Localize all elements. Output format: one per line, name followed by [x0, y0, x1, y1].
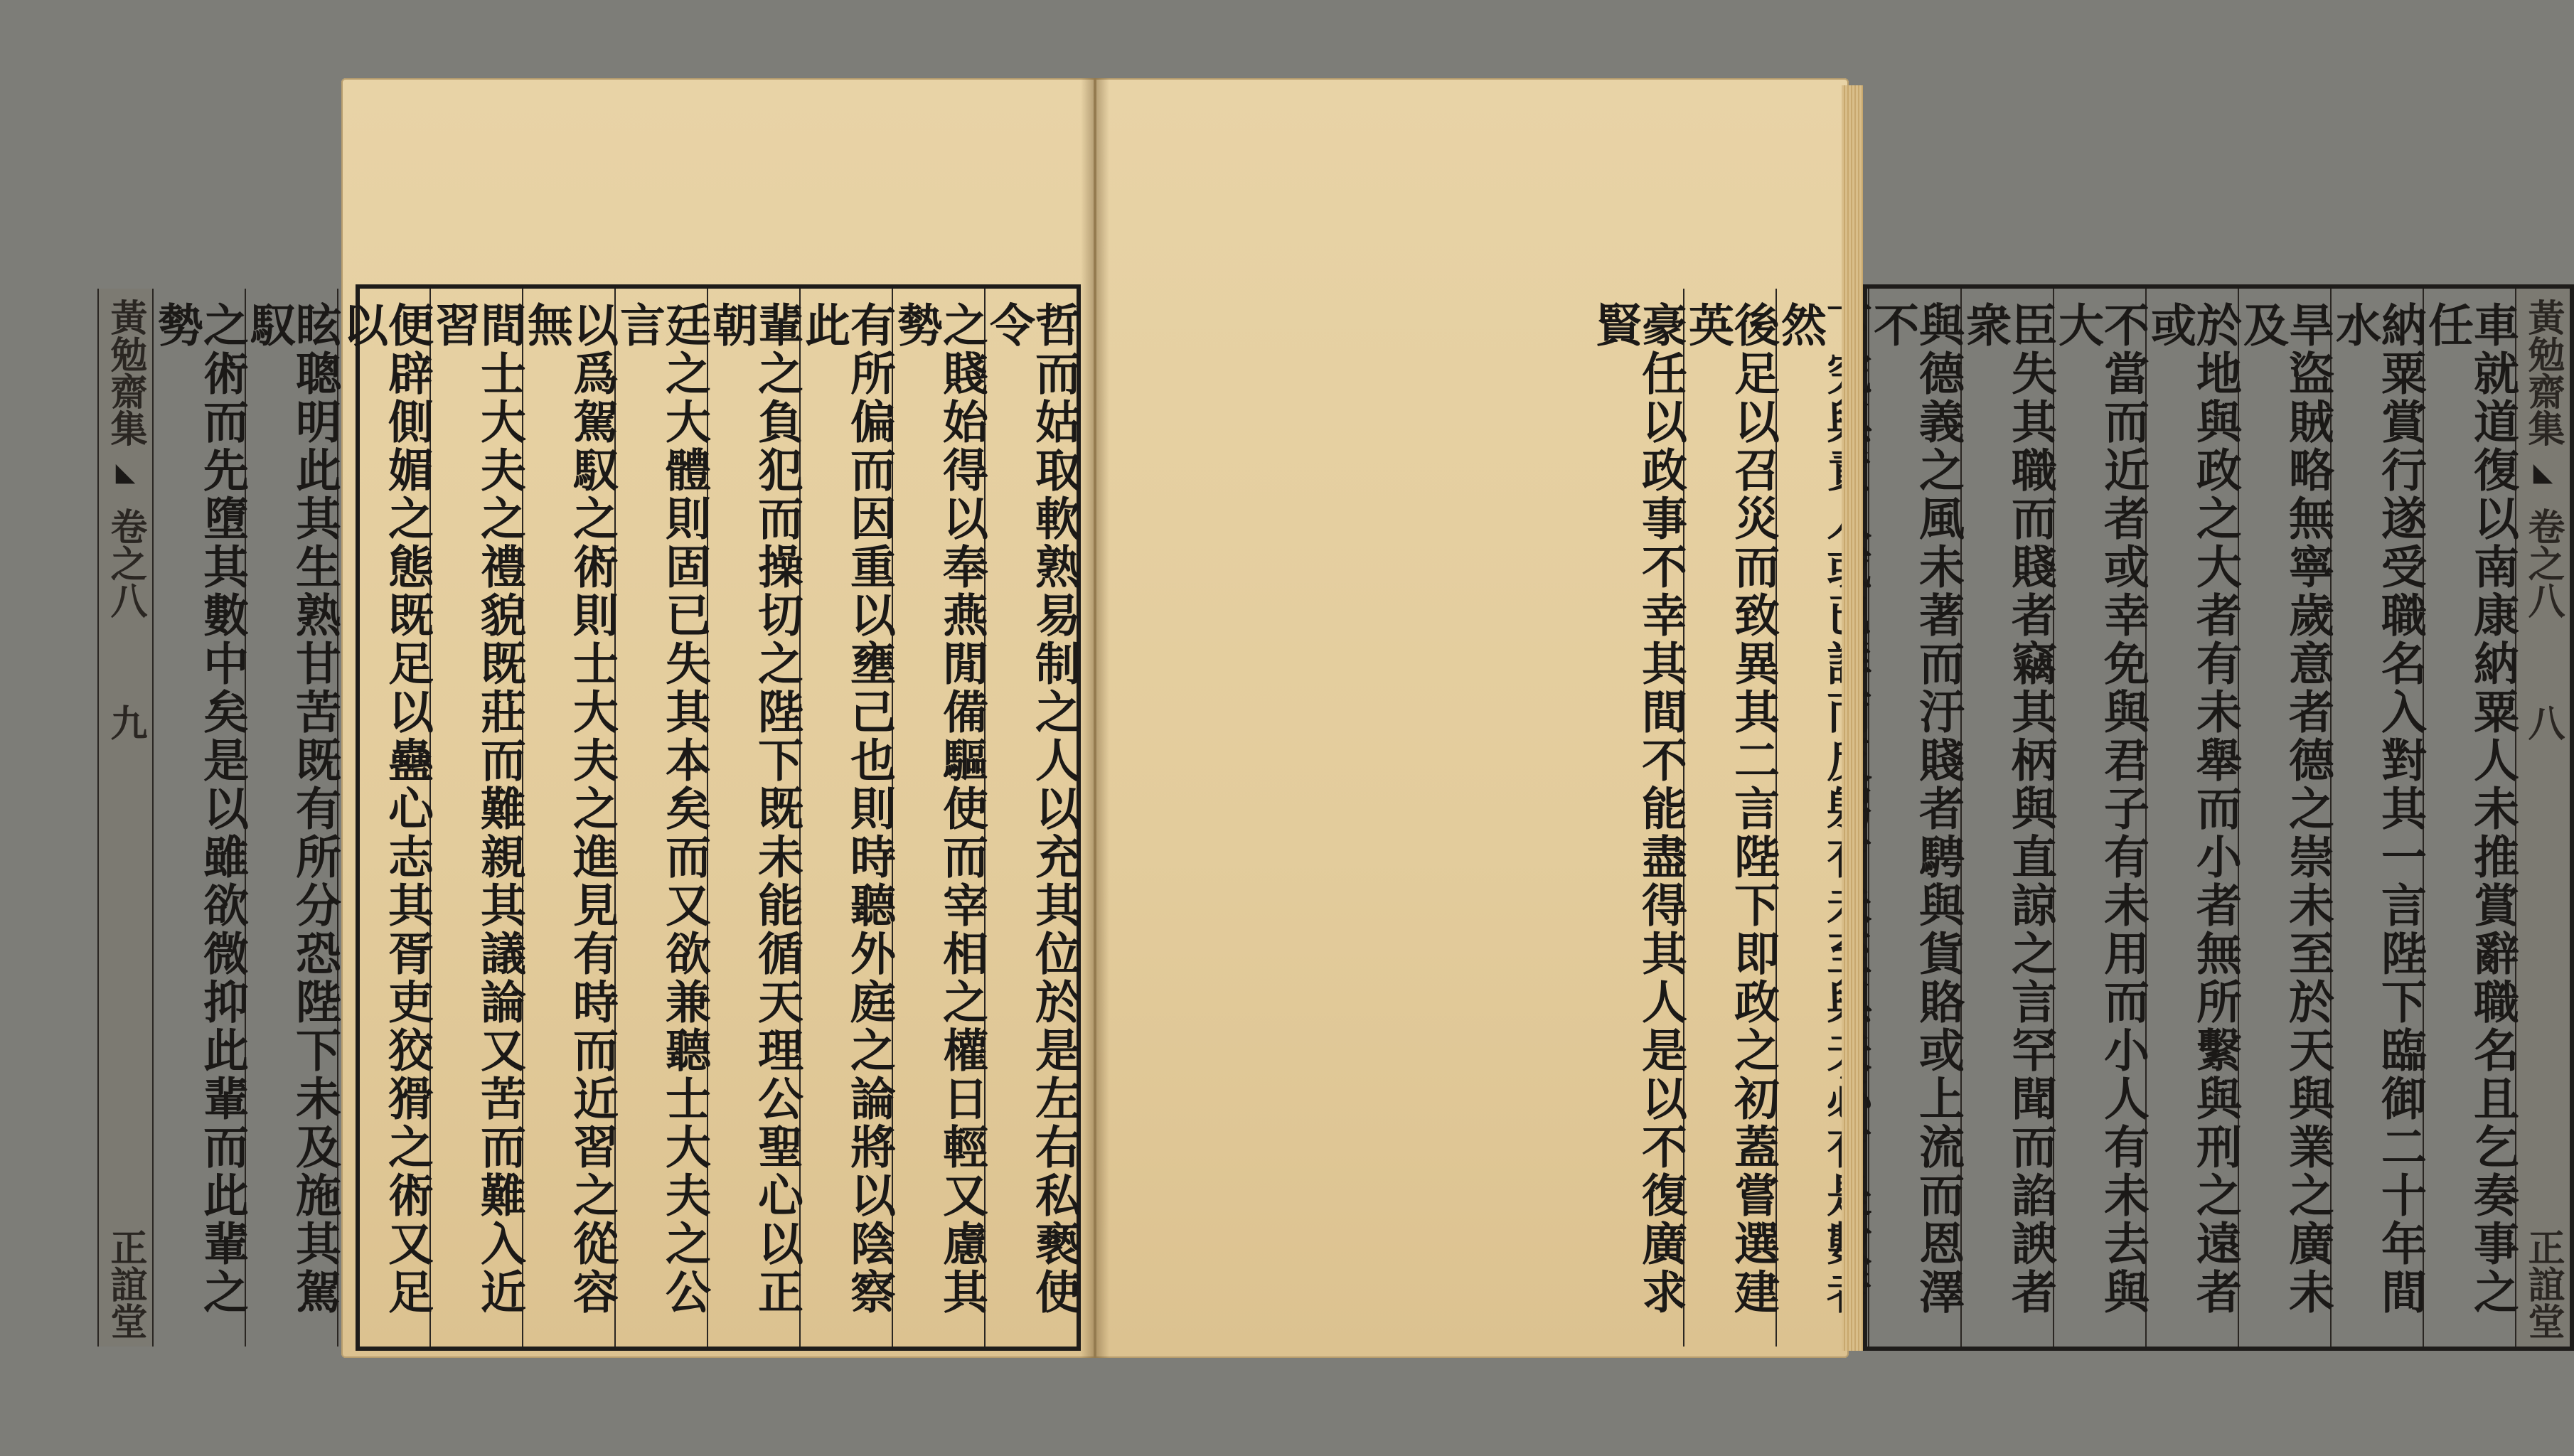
- text-column: [2420, 289, 2519, 1347]
- column-text: 然: [1773, 301, 1827, 350]
- text-column: [335, 289, 434, 1347]
- text-column: [2236, 289, 2334, 1347]
- column-text: 於地與政之大者有未舉而小者無所繫與刑之遠者或: [2143, 301, 2242, 1317]
- volume-label: 卷之八: [2521, 508, 2565, 619]
- column-text: 廷之大體則固已失其本矣而又欲兼聽士大夫之公言: [612, 301, 711, 1317]
- text-column: [520, 289, 619, 1347]
- text-column: [427, 289, 526, 1347]
- open-book: [104, 78, 2565, 1358]
- column-text: 便辟側媚之態既足以蠱心志其胥吏狡猾之術又足以: [335, 301, 434, 1317]
- column-text: 不當而近者或幸免與君子有未用而小人有未去與大: [2051, 301, 2150, 1317]
- banxin-margin: [97, 289, 152, 1347]
- column-text: 臣失其職而賤者竊其柄與直諒之言罕聞而諂諛者衆: [1958, 301, 2057, 1317]
- banxin-margin: [2515, 289, 2570, 1347]
- right-text-frame: [1588, 284, 2574, 1351]
- column-text: 有所偏而因重以壅己也則時聽外庭之論將以陰察此: [797, 301, 896, 1317]
- text-column: [1681, 289, 1780, 1347]
- text-column: [2143, 289, 2242, 1347]
- fish-tail-mark-icon: ◣: [115, 457, 136, 487]
- book-title: 黃勉齋集: [104, 299, 147, 446]
- column-text: 車就道復以南康納粟人未推賞辭職名且乞奏事之任: [2420, 301, 2519, 1317]
- left-text-frame: [104, 284, 1081, 1351]
- text-column: [2328, 289, 2427, 1347]
- text-column: [890, 289, 988, 1347]
- column-text: 間士大夫之禮貌既莊而難親其議論又苦而難入近習: [427, 301, 526, 1317]
- column-text: 後足以召災而致異其二言陛下即政之初蓋嘗選建英: [1681, 301, 1780, 1317]
- column-text: 與德義之風未著而汙賤者騁與貨賂或上流而恩澤不: [1866, 301, 1965, 1317]
- text-column: [797, 289, 896, 1347]
- text-column: [1958, 289, 2057, 1347]
- column-text: 哲而姑取軟熟易制之人以充其位於是左右私褻使令: [982, 301, 1081, 1317]
- column-text: 納粟賞行遂受職名入對其一言陛下臨御二十年間水: [2328, 301, 2427, 1317]
- fish-tail-mark-icon: ◣: [2533, 457, 2553, 487]
- publisher-name: 正誼堂: [104, 1228, 147, 1339]
- column-text: 豪任以政事不幸其間不能盡得其人是以不復廣求賢: [1588, 301, 1687, 1317]
- right-page: [1095, 78, 2565, 1358]
- text-column: [612, 289, 711, 1347]
- text-column: [705, 289, 803, 1347]
- column-text: 旱盜賊略無寧歲意者德之崇未至於天與業之廣未及: [2236, 301, 2334, 1317]
- text-column: [150, 289, 249, 1347]
- text-column: [1866, 289, 1965, 1347]
- column-text: 眩聰明此其生熟甘苦既有所分恐陛下未及施其駕馭: [242, 301, 341, 1317]
- page-number: 八: [2521, 704, 2565, 741]
- text-column: [1588, 289, 1687, 1347]
- column-text: 之賤始得以奉燕閒備驅使而宰相之權日輕又慮其勢: [890, 301, 988, 1317]
- page-edges: [1842, 85, 1863, 1351]
- left-page: [104, 78, 1095, 1358]
- page-number: 九: [104, 704, 147, 741]
- text-column: [982, 289, 1081, 1347]
- text-column: [242, 289, 341, 1347]
- right-columns: [1588, 289, 2570, 1347]
- book-title: 黃勉齋集: [2521, 299, 2565, 446]
- column-text: 之術而先墮其數中矣是以雖欲微抑此輩而此輩之勢: [150, 301, 249, 1317]
- left-columns: [104, 289, 1081, 1347]
- column-text: 輩之負犯而操切之陛下既未能循天理公聖心以正朝: [705, 301, 803, 1317]
- volume-label: 卷之八: [104, 508, 147, 619]
- column-text: 以爲駕馭之術則士大夫之進見有時而近習之從容無: [520, 301, 619, 1317]
- text-column: [2051, 289, 2150, 1347]
- publisher-name: 正誼堂: [2521, 1228, 2565, 1339]
- book-gutter: [1081, 78, 1109, 1358]
